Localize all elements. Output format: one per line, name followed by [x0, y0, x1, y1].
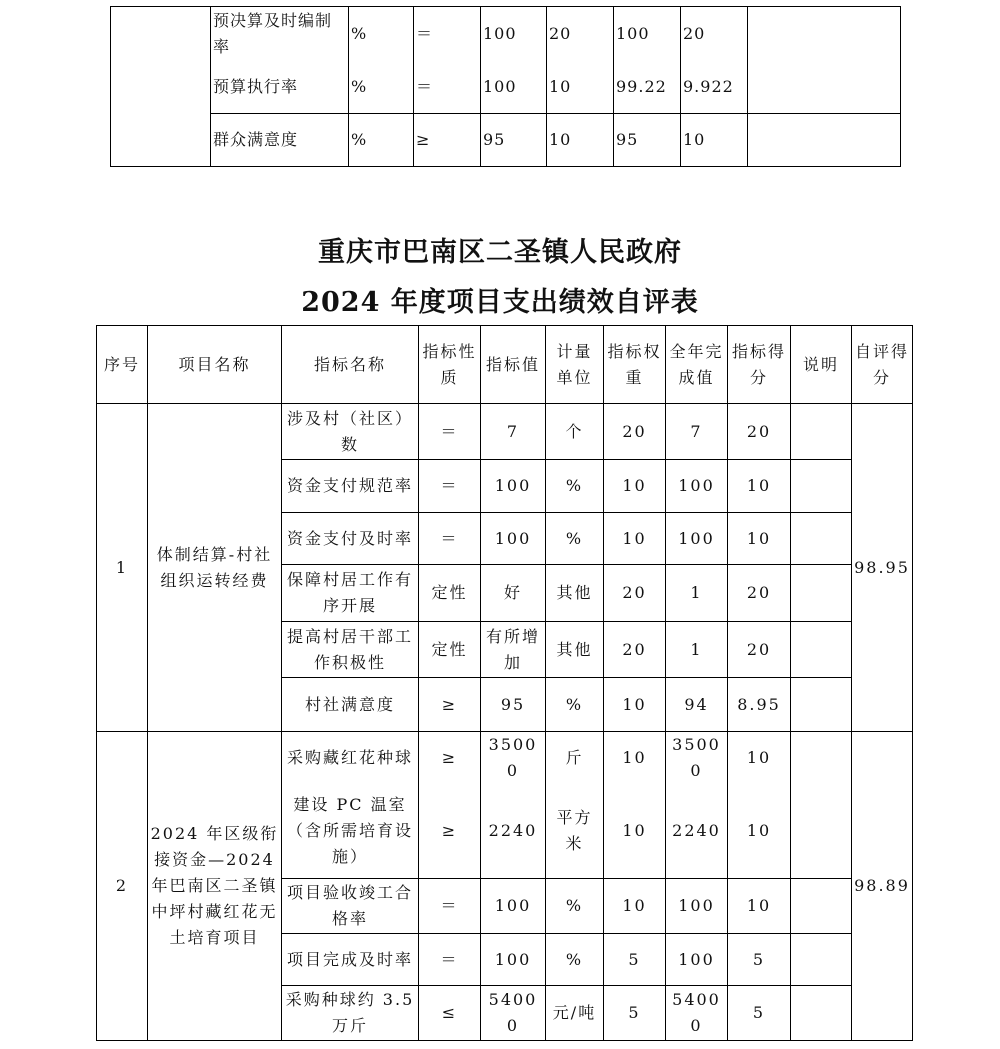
- unit-cell: 其他: [546, 565, 604, 622]
- indicator-nature: ＝: [419, 513, 481, 565]
- weight-cell: 20: [547, 7, 614, 62]
- indicator-name: 项目完成及时率: [282, 934, 419, 986]
- note-cell: [791, 934, 852, 986]
- header-cell: 指标值: [481, 326, 546, 404]
- score-cell: 20: [681, 7, 748, 62]
- target-cell: 95: [481, 114, 547, 167]
- note-cell: [791, 622, 852, 678]
- score-cell: 9.922: [681, 61, 748, 114]
- table-row: [97, 732, 913, 785]
- table-row: [111, 61, 901, 114]
- indicator-name: 提高村居干部工作积极性: [282, 622, 419, 678]
- unit-cell: 个: [546, 404, 604, 460]
- header-cell: 全年完成值: [666, 326, 728, 404]
- note-cell: [791, 460, 852, 513]
- table-row: [97, 404, 913, 460]
- score-cell: 10: [728, 460, 791, 513]
- indicator-name: 群众满意度: [211, 114, 349, 167]
- actual-cell: 94: [666, 678, 728, 732]
- weight-cell: 10: [604, 678, 666, 732]
- actual-cell: 1: [666, 565, 728, 622]
- score-cell: 20: [728, 622, 791, 678]
- indicator-name: 资金支付规范率: [282, 460, 419, 513]
- note-cell: [791, 732, 852, 785]
- note-cell: [748, 7, 901, 62]
- score-cell: 5: [728, 986, 791, 1041]
- weight-cell: 10: [604, 784, 666, 879]
- actual-cell: 35000: [666, 732, 728, 785]
- document-subtitle: 2024 年度项目支出绩效自评表: [301, 287, 699, 318]
- actual-cell: 100: [614, 7, 681, 62]
- weight-cell: 10: [547, 61, 614, 114]
- actual-cell: 2240: [666, 784, 728, 879]
- indicator-value: 7: [481, 404, 546, 460]
- note-cell: [791, 513, 852, 565]
- score-cell: 10: [728, 784, 791, 879]
- unit-cell: 平方米: [546, 784, 604, 879]
- unit-cell: %: [546, 513, 604, 565]
- performance-table: [96, 325, 913, 1041]
- indicator-name: 采购种球约 3.5 万斤: [282, 986, 419, 1041]
- header-cell: 计量单位: [546, 326, 604, 404]
- indicator-nature: ＝: [419, 934, 481, 986]
- unit-cell: %: [546, 678, 604, 732]
- header-cell: 项目名称: [148, 326, 282, 404]
- note-cell: [791, 678, 852, 732]
- indicator-nature: ≥: [419, 784, 481, 879]
- serial-number: 1: [97, 404, 148, 732]
- indicator-value: 100: [481, 879, 546, 934]
- operator-cell: ＝: [414, 7, 481, 62]
- unit-cell: 元/吨: [546, 986, 604, 1041]
- unit-cell: %: [349, 7, 414, 62]
- indicator-value: 35000: [481, 732, 546, 785]
- indicator-name: 涉及村（社区）数: [282, 404, 419, 460]
- header-cell: 序号: [97, 326, 148, 404]
- unit-cell: %: [546, 460, 604, 513]
- unit-cell: 其他: [546, 622, 604, 678]
- indicator-value: 好: [481, 565, 546, 622]
- operator-cell: ＝: [414, 61, 481, 114]
- weight-cell: 10: [547, 114, 614, 167]
- score-cell: 10: [728, 513, 791, 565]
- continued-table: [110, 6, 901, 167]
- header-row: [97, 326, 913, 404]
- note-cell: [791, 986, 852, 1041]
- header-cell: 指标名称: [282, 326, 419, 404]
- indicator-name: 采购藏红花种球: [282, 732, 419, 785]
- indicator-name: 保障村居工作有序开展: [282, 565, 419, 622]
- note-cell: [791, 404, 852, 460]
- score-cell: 10: [728, 732, 791, 785]
- indicator-name: 预决算及时编制率: [211, 7, 349, 62]
- indicator-value: 100: [481, 934, 546, 986]
- unit-cell: %: [546, 934, 604, 986]
- unit-cell: 斤: [546, 732, 604, 785]
- actual-cell: 1: [666, 622, 728, 678]
- indicator-value: 54000: [481, 986, 546, 1041]
- indicator-nature: ≤: [419, 986, 481, 1041]
- weight-cell: 20: [604, 565, 666, 622]
- header-cell: 指标权重: [604, 326, 666, 404]
- target-cell: 100: [481, 7, 547, 62]
- score-cell: 8.95: [728, 678, 791, 732]
- document-title: 重庆市巴南区二圣镇人民政府: [318, 237, 682, 268]
- note-cell: [791, 879, 852, 934]
- indicator-nature: ≥: [419, 678, 481, 732]
- actual-cell: 54000: [666, 986, 728, 1041]
- weight-cell: 10: [604, 513, 666, 565]
- operator-cell: ≥: [414, 114, 481, 167]
- serial-number: 2: [97, 732, 148, 1041]
- weight-cell: 5: [604, 986, 666, 1041]
- actual-cell: 100: [666, 934, 728, 986]
- indicator-nature: 定性: [419, 565, 481, 622]
- indicator-value: 有所增加: [481, 622, 546, 678]
- score-cell: 5: [728, 934, 791, 986]
- indicator-value: 100: [481, 460, 546, 513]
- self-score: 98.95: [852, 404, 913, 732]
- indicator-nature: ＝: [419, 404, 481, 460]
- header-cell: 指标性质: [419, 326, 481, 404]
- score-cell: 20: [728, 565, 791, 622]
- actual-cell: 100: [666, 460, 728, 513]
- indicator-nature: 定性: [419, 622, 481, 678]
- project-cell-empty: [111, 7, 211, 167]
- score-cell: 10: [728, 879, 791, 934]
- note-cell: [748, 114, 901, 167]
- project-name: 2024 年区级衔接资金—2024 年巴南区二圣镇中坪村藏红花无土培育项目: [148, 732, 282, 1041]
- weight-cell: 5: [604, 934, 666, 986]
- self-score: 98.89: [852, 732, 913, 1041]
- weight-cell: 20: [604, 622, 666, 678]
- indicator-value: 100: [481, 513, 546, 565]
- note-cell: [791, 784, 852, 879]
- unit-cell: %: [546, 879, 604, 934]
- indicator-value: 95: [481, 678, 546, 732]
- indicator-nature: ＝: [419, 879, 481, 934]
- indicator-name: 建设 PC 温室（含所需培育设施）: [282, 784, 419, 879]
- weight-cell: 10: [604, 879, 666, 934]
- weight-cell: 20: [604, 404, 666, 460]
- unit-cell: %: [349, 61, 414, 114]
- indicator-name: 项目验收竣工合格率: [282, 879, 419, 934]
- table-row: [111, 7, 901, 62]
- actual-cell: 7: [666, 404, 728, 460]
- indicator-value: 2240: [481, 784, 546, 879]
- actual-cell: 100: [666, 513, 728, 565]
- score-cell: 20: [728, 404, 791, 460]
- header-cell: 自评得分: [852, 326, 913, 404]
- table-row: [111, 114, 901, 167]
- actual-cell: 99.22: [614, 61, 681, 114]
- indicator-nature: ≥: [419, 732, 481, 785]
- unit-cell: %: [349, 114, 414, 167]
- weight-cell: 10: [604, 732, 666, 785]
- indicator-nature: ＝: [419, 460, 481, 513]
- project-name: 体制结算-村社组织运转经费: [148, 404, 282, 732]
- indicator-name: 预算执行率: [211, 61, 349, 114]
- actual-cell: 95: [614, 114, 681, 167]
- weight-cell: 10: [604, 460, 666, 513]
- score-cell: 10: [681, 114, 748, 167]
- note-cell: [748, 61, 901, 114]
- note-cell: [791, 565, 852, 622]
- target-cell: 100: [481, 61, 547, 114]
- header-cell: 指标得分: [728, 326, 791, 404]
- indicator-name: 资金支付及时率: [282, 513, 419, 565]
- actual-cell: 100: [666, 879, 728, 934]
- header-cell: 说明: [791, 326, 852, 404]
- indicator-name: 村社满意度: [282, 678, 419, 732]
